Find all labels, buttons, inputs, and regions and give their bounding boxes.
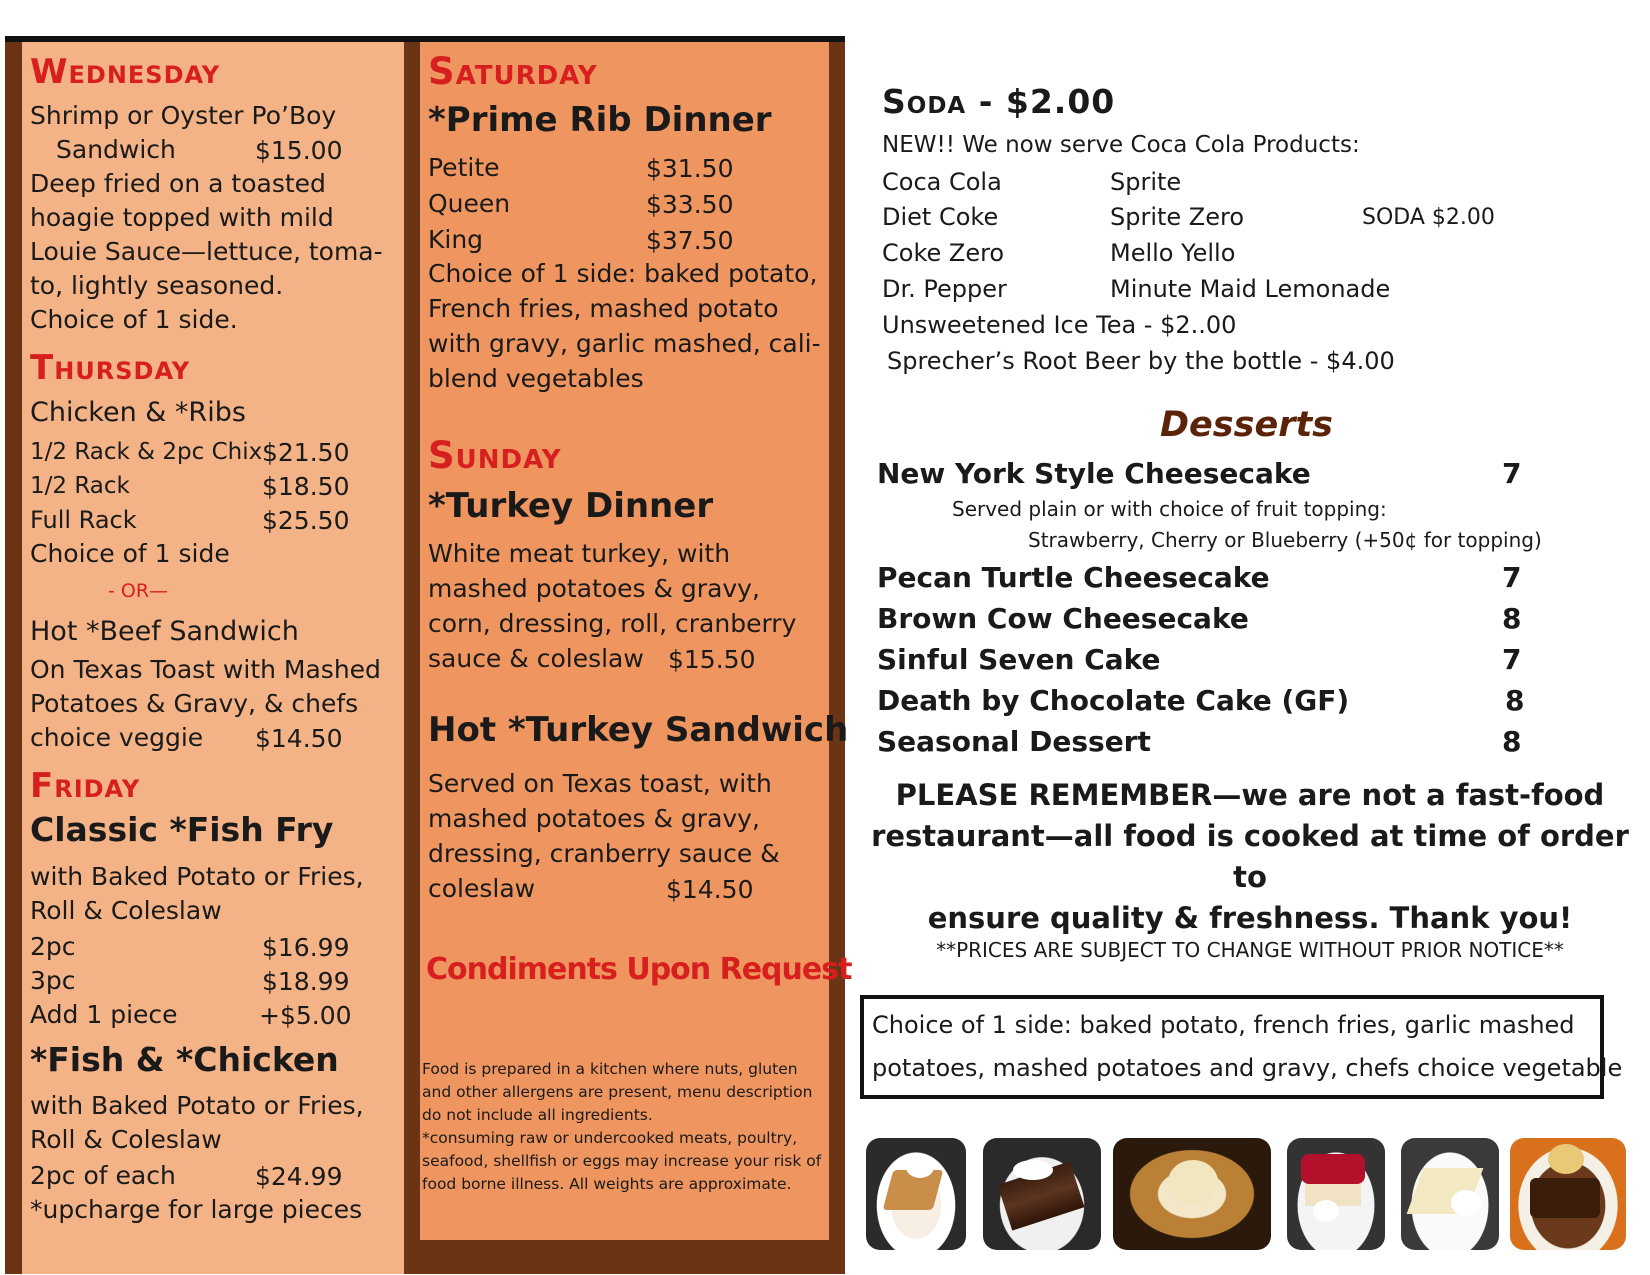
soda-root-beer: Sprecher’s Root Beer by the bottle - $4.00 bbox=[887, 347, 1395, 375]
dessert-price: 8 bbox=[1502, 725, 1522, 758]
friday-line2: Roll & Coleslaw bbox=[30, 1125, 222, 1154]
saturday-item-name: King bbox=[428, 225, 484, 254]
soda-item: Mello Yello bbox=[1110, 239, 1236, 267]
saturday-item-price: $31.50 bbox=[646, 154, 734, 183]
dessert-name: Seasonal Dessert bbox=[877, 725, 1151, 758]
friday-line2: with Baked Potato or Fries, bbox=[30, 1091, 364, 1120]
dessert-price: 7 bbox=[1502, 561, 1522, 594]
sunday-price: $15.50 bbox=[668, 645, 756, 674]
soda-item: Sprite bbox=[1110, 168, 1182, 196]
friday-heading2: *Fish & *Chicken bbox=[30, 1040, 339, 1079]
soda-tea: Unsweetened Ice Tea - $2..00 bbox=[882, 311, 1237, 339]
friday-item-name: 3pc bbox=[30, 966, 76, 995]
thursday-side: Choice of 1 side bbox=[30, 539, 230, 568]
friday-item2-name: 2pc of each bbox=[30, 1161, 176, 1190]
allergen-line: food borne illness. All weights are approximate. bbox=[422, 1175, 792, 1193]
wednesday-line: hoagie topped with mild bbox=[30, 203, 334, 232]
soda-item: Sprite Zero bbox=[1110, 203, 1245, 231]
thursday-item-price: $21.50 bbox=[262, 438, 350, 467]
wednesday-line: Choice of 1 side. bbox=[30, 305, 238, 334]
thursday-or: - OR— bbox=[108, 580, 169, 602]
thursday-item-name: 1/2 Rack & 2pc Chix bbox=[30, 439, 263, 465]
prices-subject-to-change: **PRICES ARE SUBJECT TO CHANGE WITHOUT PRIOR NOTICE** bbox=[936, 938, 1564, 962]
side-choice-line: Choice of 1 side: baked potato, french fries, garlic mashed bbox=[872, 1011, 1575, 1039]
thursday-heading: Chicken & *Ribs bbox=[30, 397, 246, 428]
condiments-note: Condiments Upon Request bbox=[426, 952, 852, 987]
dessert-photo-plain-cheesecake bbox=[1401, 1138, 1499, 1250]
dessert-photo-cherry-cheesecake bbox=[1287, 1138, 1385, 1250]
allergen-line: seafood, shellfish or eggs may increase your risk of bbox=[422, 1152, 822, 1170]
soda-item: Dr. Pepper bbox=[882, 275, 1007, 303]
dessert-photo-cheesecake-drizzle bbox=[866, 1138, 966, 1250]
allergen-line: Food is prepared in a kitchen where nuts, gluten bbox=[422, 1060, 798, 1078]
dessert-price: 8 bbox=[1502, 602, 1522, 635]
friday-note: *upcharge for large pieces bbox=[30, 1195, 363, 1224]
sunday-line: White meat turkey, with bbox=[428, 539, 731, 568]
dessert-price: 8 bbox=[1505, 684, 1525, 717]
dessert-price: 7 bbox=[1502, 457, 1522, 490]
wednesday-line: to, lightly seasoned. bbox=[30, 271, 284, 300]
dessert-name: Sinful Seven Cake bbox=[877, 643, 1161, 676]
desserts-title: Desserts bbox=[1160, 405, 1334, 445]
sunday-title: Sunday bbox=[428, 434, 562, 477]
friday-item-price: $18.99 bbox=[262, 967, 350, 996]
saturday-item-price: $33.50 bbox=[646, 190, 734, 219]
soda-new-line: NEW!! We now serve Coca Cola Products: bbox=[882, 132, 1360, 158]
please-remember-note bbox=[870, 775, 1630, 939]
dessert-topping-line: Served plain or with choice of fruit topping: bbox=[952, 497, 1387, 521]
sunday-line: corn, dressing, roll, cranberry bbox=[428, 609, 797, 638]
allergen-note bbox=[422, 1058, 827, 1196]
dessert-photo-ice-cream-brownie bbox=[1113, 1138, 1271, 1250]
wednesday-line: Sandwich bbox=[56, 135, 176, 164]
saturday-line: blend vegetables bbox=[428, 364, 644, 393]
allergen-line: *consuming raw or undercooked meats, poultry, bbox=[422, 1129, 798, 1147]
wednesday-line: Louie Sauce—lettuce, toma- bbox=[30, 237, 383, 266]
saturday-line: Choice of 1 side: baked potato, bbox=[428, 259, 818, 288]
friday-item-price: +$5.00 bbox=[259, 1001, 352, 1030]
sunday-line2: coleslaw bbox=[428, 874, 536, 903]
soda-title: Soda - $2.00 bbox=[882, 82, 1116, 121]
friday-item-name: Add 1 piece bbox=[30, 1000, 178, 1029]
remember-line: restaurant—all food is cooked at time of order to bbox=[871, 819, 1629, 894]
dessert-photo-chocolate-cake bbox=[983, 1138, 1101, 1250]
friday-heading: Classic *Fish Fry bbox=[30, 810, 334, 849]
thursday-line2: On Texas Toast with Mashed bbox=[30, 655, 381, 684]
saturday-line: with gravy, garlic mashed, cali- bbox=[428, 329, 821, 358]
thursday-item-name: 1/2 Rack bbox=[30, 473, 130, 499]
dessert-topping-line: Strawberry, Cherry or Blueberry (+50¢ for topping) bbox=[1028, 528, 1542, 552]
remember-line: PLEASE REMEMBER—we are not a fast-food bbox=[895, 778, 1605, 812]
soda-item: Coke Zero bbox=[882, 239, 1005, 267]
sunday-line: mashed potatoes & gravy, bbox=[428, 574, 760, 603]
friday-item-price: $16.99 bbox=[262, 933, 350, 962]
thursday-price2: $14.50 bbox=[255, 724, 343, 753]
dessert-name: Brown Cow Cheesecake bbox=[877, 602, 1249, 635]
soda-item: Coca Cola bbox=[882, 168, 1002, 196]
side-choice-box bbox=[860, 995, 1623, 1099]
saturday-item-name: Queen bbox=[428, 189, 511, 218]
sunday-heading: *Turkey Dinner bbox=[428, 486, 714, 526]
dessert-photos bbox=[866, 1138, 1626, 1250]
wednesday-line: Deep fried on a toasted bbox=[30, 169, 326, 198]
friday-item2-price: $24.99 bbox=[255, 1162, 343, 1191]
soda-side-price: SODA $2.00 bbox=[1362, 205, 1495, 230]
saturday-heading: *Prime Rib Dinner bbox=[428, 100, 772, 140]
friday-line: with Baked Potato or Fries, bbox=[30, 862, 364, 891]
remember-line: ensure quality & freshness. Thank you! bbox=[927, 901, 1573, 935]
allergen-line: and other allergens are present, menu description bbox=[422, 1083, 813, 1101]
thursday-item-name: Full Rack bbox=[30, 506, 137, 534]
saturday-title: Saturday bbox=[428, 50, 598, 93]
saturday-line: French fries, mashed potato bbox=[428, 294, 779, 323]
sunday-line2: Served on Texas toast, with bbox=[428, 769, 772, 798]
dessert-photo-brownie-sundae bbox=[1510, 1138, 1626, 1250]
wednesday-price: $15.00 bbox=[255, 136, 343, 165]
thursday-title: Thursday bbox=[30, 348, 191, 388]
column-wednesday-friday bbox=[22, 42, 404, 1274]
sunday-line: sauce & coleslaw bbox=[428, 644, 644, 673]
wednesday-line: Shrimp or Oyster Po’Boy bbox=[30, 101, 337, 130]
friday-line: Roll & Coleslaw bbox=[30, 896, 222, 925]
thursday-line2: Potatoes & Gravy, & chefs bbox=[30, 689, 359, 718]
thursday-item-price: $25.50 bbox=[262, 506, 350, 535]
thursday-heading2: Hot *Beef Sandwich bbox=[30, 616, 299, 647]
dessert-name: Death by Chocolate Cake (GF) bbox=[877, 684, 1350, 717]
wednesday-title: Wednesday bbox=[30, 52, 221, 92]
allergen-line: do not include all ingredients. bbox=[422, 1106, 653, 1124]
friday-title: Friday bbox=[30, 766, 141, 806]
soda-item: Diet Coke bbox=[882, 203, 999, 231]
dessert-price: 7 bbox=[1502, 643, 1522, 676]
column-saturday-sunday bbox=[420, 42, 852, 1240]
dessert-name: New York Style Cheesecake bbox=[877, 457, 1311, 490]
saturday-item-price: $37.50 bbox=[646, 226, 734, 255]
dessert-name: Pecan Turtle Cheesecake bbox=[877, 561, 1270, 594]
sunday-heading2: Hot *Turkey Sandwich bbox=[428, 710, 849, 750]
thursday-line2: choice veggie bbox=[30, 723, 204, 752]
sunday-price2: $14.50 bbox=[666, 875, 754, 904]
side-choice-line: potatoes, mashed potatoes and gravy, chefs choice vegetable bbox=[872, 1054, 1623, 1082]
sunday-line2: dressing, cranberry sauce & bbox=[428, 839, 780, 868]
sunday-line2: mashed potatoes & gravy, bbox=[428, 804, 760, 833]
thursday-item-price: $18.50 bbox=[262, 472, 350, 501]
saturday-item-name: Petite bbox=[428, 153, 500, 182]
friday-item-name: 2pc bbox=[30, 932, 76, 961]
soda-item: Minute Maid Lemonade bbox=[1110, 275, 1391, 303]
